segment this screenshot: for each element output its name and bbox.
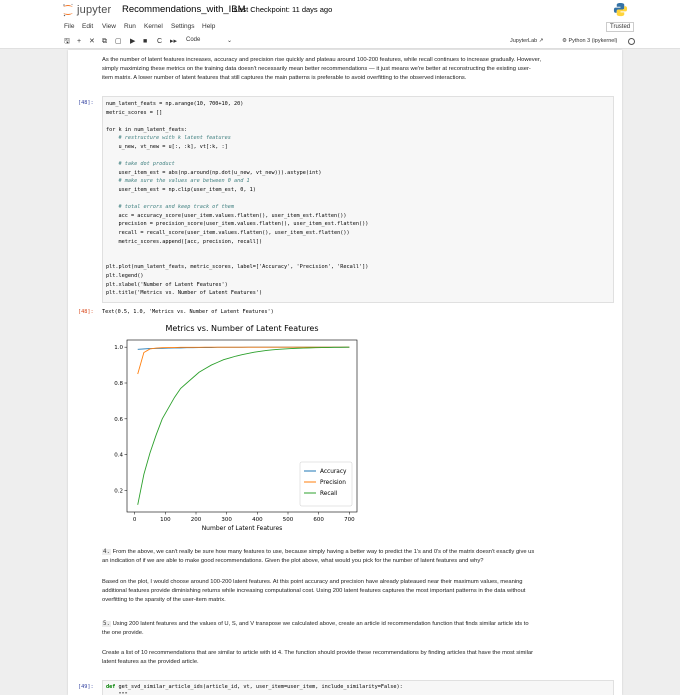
code-line: user_item_est = abs(np.around(np.dot(u_new, vt_new))).astype(int): [106, 169, 322, 176]
code-line: acc = accuracy_score(user_item.values.flatten(), user_item_est.flatten()): [106, 212, 347, 219]
output-text: Text(0.5, 1.0, 'Metrics vs. Number of Latent Features'): [102, 309, 274, 315]
logo-text: jupyter: [77, 4, 112, 16]
text-line: overfitting to the sparsity of the user-item matrix.: [102, 597, 226, 603]
top-header: [0, 0, 680, 20]
text-line: [102, 620, 607, 629]
code-line: def get_svd_similar_article_ids(article_id, vt, user_item=user_item, include_similarity=False):: [106, 684, 403, 690]
cell-type-select[interactable]: [186, 37, 232, 43]
x-tick-label: 500: [282, 517, 294, 523]
code-cell-input[interactable]: [102, 96, 614, 303]
text-line: As the number of latent features increases, accuracy and precision rise quickly and plateau around 100-200 features, while recall continues to increase gradually. However,: [102, 57, 542, 63]
text-line: item matrix. A lower number of latent features that still captures the main patterns is preferable to avoid overfitting to the observed interactions.: [102, 75, 467, 81]
code-line: plt.title('Metrics vs. Number of Latent Features'): [106, 290, 263, 297]
chart-title: Metrics vs. Number of Latent Features: [165, 324, 319, 333]
checkpoint-status: Last Checkpoint: 11 days ago: [234, 5, 333, 14]
code-cell-input[interactable]: [102, 680, 614, 695]
x-tick-label: 600: [313, 517, 324, 523]
menu-kernel[interactable]: Kernel: [144, 23, 163, 30]
text-line: an indication of if we are able to make good recommendations. Given the plot above, what would you pick for the number of latent features and why?: [102, 558, 484, 564]
x-tick-label: 400: [252, 517, 263, 523]
y-tick-label: 0.6: [114, 416, 123, 423]
code-line: """: [106, 692, 128, 695]
paste-icon[interactable]: ▢: [115, 38, 122, 45]
restart-run-all-icon[interactable]: ▸▸: [170, 38, 178, 45]
x-tick-label: 200: [190, 517, 202, 523]
text-line: Create a list of 10 recommendations that are similar to article with id 4. The function should provide these recommendations by finding articles that have the most similar: [102, 650, 534, 656]
question-number: 4.: [103, 549, 110, 555]
cell-type-value: Code: [186, 37, 201, 43]
code-line: num_latent_feats = np.arange(10, 700+10, 20): [106, 101, 244, 107]
x-tick-label: 700: [344, 517, 355, 523]
code-line: plt.xlabel('Number of Latent Features'): [106, 281, 228, 288]
code-line: # make sure the values are between 0 and 1: [106, 178, 250, 185]
code-line: plt.plot(num_latent_feats, metric_scores, label=['Accuracy', 'Precision', 'Recall']): [106, 264, 369, 271]
text-line: additional features provide diminishing returns while increasing computational cost. Using 200 latent features captures the most important patterns in the data without: [102, 588, 526, 594]
code-line: plt.legend(): [106, 273, 144, 279]
code-line: recall = recall_score(user_item.values.flatten(), user_item_est.flatten()): [106, 230, 350, 236]
series-line-precision: [138, 347, 350, 374]
x-tick-label: 300: [221, 517, 232, 523]
input-prompt: [48]:: [78, 100, 94, 106]
x-tick-label: 100: [160, 517, 171, 523]
chevron-down-icon: ⌄: [226, 38, 232, 44]
gear-icon: ⚙: [562, 38, 567, 44]
markdown-cell[interactable]: [102, 578, 607, 605]
notebook-toolbar: [0, 34, 680, 49]
notebook-name[interactable]: Recommendations_with_IBM: [122, 4, 246, 15]
kernel-status-icon: [628, 38, 635, 45]
legend-label: Accuracy: [320, 469, 347, 475]
jupyter-logo-icon: [62, 3, 74, 17]
copy-icon[interactable]: ⧉: [102, 38, 107, 45]
metrics-chart: [102, 320, 362, 540]
run-icon[interactable]: ▶: [130, 38, 136, 45]
legend-label: Recall: [320, 491, 338, 497]
external-link-icon: ↗: [538, 38, 544, 44]
add-cell-icon[interactable]: +: [77, 38, 82, 45]
text-line: simply maximizing these metrics on the training data doesn't necessarily mean better recommendations — it just means we're better at reconstructing the existing user-: [102, 66, 531, 72]
menu-file[interactable]: File: [64, 23, 75, 30]
jupyter-logo[interactable]: [62, 2, 111, 18]
kernel-label: Python 3 (ipykernel): [568, 38, 618, 44]
code-text: get_svd_similar_article_ids(article_id, vt, user_item=user_item, include_similarity=False):: [118, 684, 403, 690]
save-icon[interactable]: 🖫: [64, 38, 70, 45]
menu-help[interactable]: Help: [202, 23, 216, 30]
x-tick-label: 0: [132, 517, 137, 523]
stop-icon[interactable]: ■: [143, 38, 148, 45]
input-prompt: [49]:: [78, 684, 94, 690]
output-prompt: [48]:: [78, 309, 94, 315]
y-tick-label: 0.2: [114, 488, 123, 495]
code-line: precision = precision_score(user_item.values.flatten(), user_item_est.flatten()): [106, 221, 369, 228]
menu-run[interactable]: Run: [124, 23, 136, 30]
restart-icon[interactable]: C: [157, 38, 163, 45]
markdown-cell[interactable]: [102, 649, 607, 667]
code-line: u_new, vt_new = u[:, :k], vt[:k, :]: [106, 144, 228, 150]
text-span: Using 200 latent features and the values of U, S, and V transpose we calculated above, create an article id recommendation function that finds similar article ids to: [112, 621, 529, 627]
code-line: # take dot product: [106, 161, 175, 168]
code-line: metric_scores = []: [106, 109, 163, 116]
menu-edit[interactable]: Edit: [82, 23, 94, 30]
text-line: Based on the plot, I would choose around 100-200 latent features. At this point accuracy and precision have already plateaued near their maximum values, meaning: [102, 579, 523, 585]
jupyterlab-label: JupyterLab: [510, 38, 538, 44]
menu-view[interactable]: View: [102, 23, 116, 30]
python-logo-icon: [613, 2, 628, 17]
jupyterlab-link[interactable]: [510, 38, 543, 44]
code-line: metric_scores.append([acc, precision, recall]): [106, 238, 263, 245]
code-line: # restructure with k latent features: [106, 135, 231, 142]
text-line: the one provide.: [102, 630, 144, 636]
menu-settings[interactable]: Settings: [171, 23, 195, 30]
markdown-cell[interactable]: [102, 56, 607, 83]
markdown-cell[interactable]: [102, 620, 607, 638]
question-number: 5.: [103, 621, 110, 627]
trusted-indicator[interactable]: Trusted: [606, 22, 634, 32]
markdown-cell[interactable]: [102, 548, 607, 566]
text-span: From the above, we can't really be sure how many features to use, because simply having a better way to predict the 1's and 0's of the matrix doesn't exactly give us: [112, 549, 535, 555]
x-axis-label: Number of Latent Features: [201, 525, 283, 532]
code-line: user_item_est = np.clip(user_item_est, 0, 1): [106, 187, 256, 193]
notebook-container: [68, 50, 622, 695]
code-line: # total errors and keep track of them: [106, 204, 235, 211]
kernel-name[interactable]: [562, 38, 617, 44]
legend-label: Precision: [320, 480, 346, 486]
y-tick-label: 0.4: [114, 452, 123, 459]
y-tick-label: 1.0: [114, 345, 123, 352]
menu-bar: [0, 20, 680, 34]
code-line: for k in num_latent_feats:: [106, 126, 188, 133]
text-line: [102, 548, 607, 557]
cut-icon[interactable]: ✕: [89, 38, 95, 45]
text-line: latent features as the provided article.: [102, 659, 199, 665]
y-tick-label: 0.8: [114, 381, 123, 387]
